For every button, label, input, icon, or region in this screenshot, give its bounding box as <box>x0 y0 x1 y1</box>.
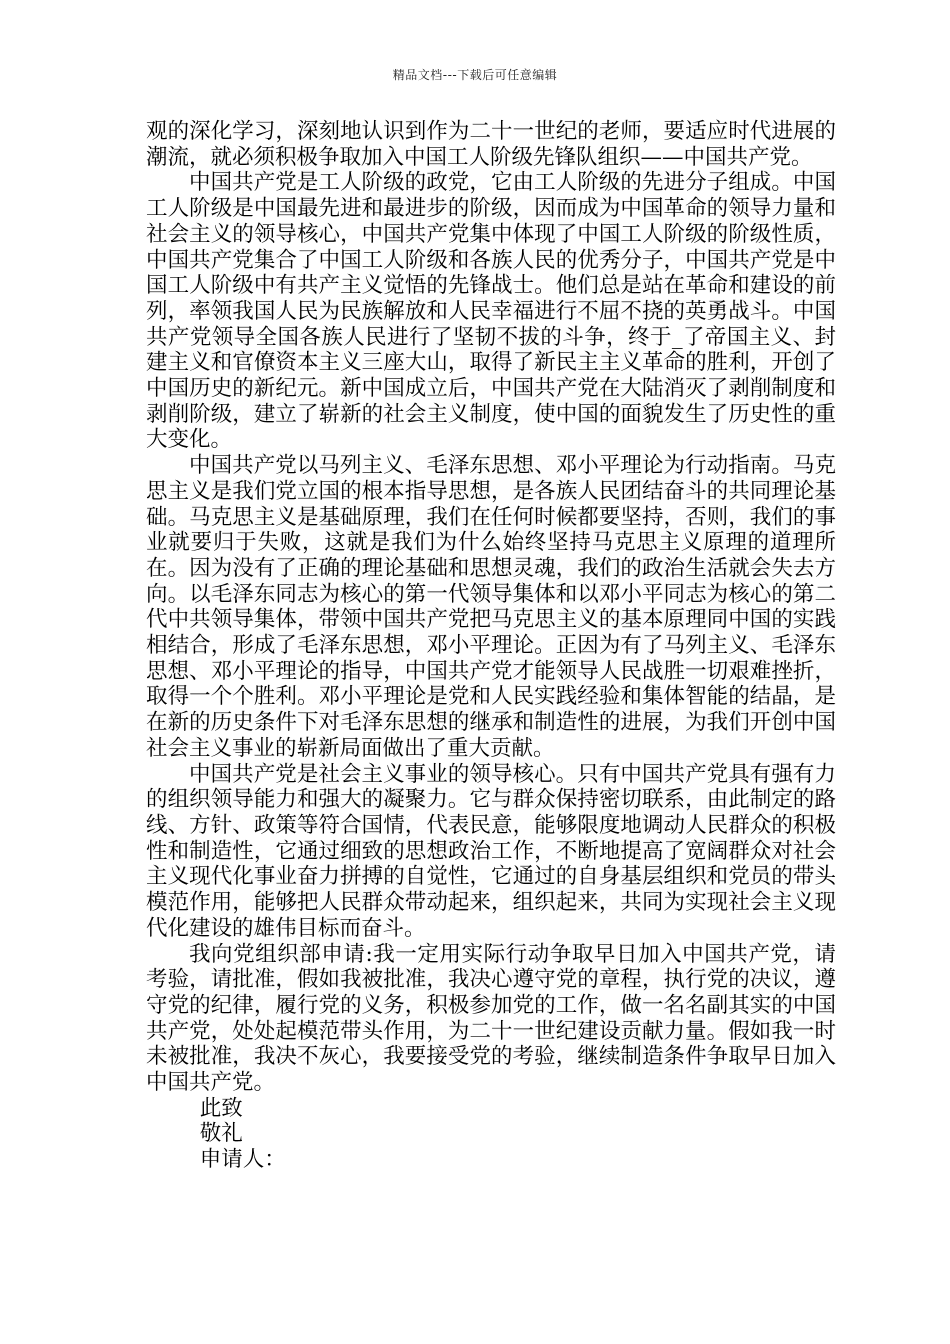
paragraph-party-nature: 中国共产党是工人阶级的政党，它由工人阶级的先进分子组成。中国工人阶级是中国最先进和最进步的阶级，因而成为中国革命的领导力量和社会主义的领导核心，中国共产党集中体现了中国工人阶级的阶级性质，中国共产党集合了中国工人阶级和各族人民的优秀分子，中国共产党是中国工人阶级中有共产主义觉悟的先锋战士。他们总是站在革命和建设的前列，率领我国人民为民族解放和人民幸福进行不屈不挠的英勇战斗。中国共产党领导全国各族人民进行了坚韧不拔的斗争，终于_了帝国主义、封建主义和官僚资本主义三座大山，取得了新民主主义革命的胜利，开创了中国历史的新纪元。新中国成立后，中国共产党在大陆消灭了剥削制度和剥削阶级，建立了崭新的社会主义制度，使中国的面貌发生了历史性的重大变化。 <box>146 170 836 453</box>
paragraph-continuation: 观的深化学习，深刻地认识到作为二十一世纪的老师，要适应时代进展的潮流，就必须积极争取加入中国工人阶级先锋队组织——中国共产党。 <box>146 119 836 170</box>
applicant-signature-label: 申请人： <box>199 1147 286 1173</box>
page-header: 精品文档---下载后可任意编辑 <box>392 68 558 82</box>
document-body <box>146 119 836 1173</box>
closing-salutation: 此致 <box>199 1095 243 1121</box>
closing-regards: 敬礼 <box>199 1121 243 1147</box>
paragraph-guiding-theory: 中国共产党以马列主义、毛泽东思想、邓小平理论为行动指南。马克思主义是我们党立国的根本指导思想，是各族人民团结奋斗的共同理论基础。马克思主义是基础原理，我们在任何时候都要坚持，否则，我们的事业就要归于失败，这就是我们为什么始终坚持马克思主义原理的道理所在。因为没有了正确的理论基础和思想灵魂，我们的政治生活就会失去方向。以毛泽东同志为核心的第一代领导集体和以邓小平同志为核心的第二代中共领导集体，带领中国共产党把马克思主义的基本原理同中国的实践相结合，形成了毛泽东思想，邓小平理论。正因为有了马列主义、毛泽东思想、邓小平理论的指导，中国共产党才能领导人民战胜一切艰难挫折，取得一个个胜利。邓小平理论是党和人民实践经验和集体智能的结晶，是在新的历史条件下对毛泽东思想的继承和制造性的进展，为我们开创中国社会主义事业的崭新局面做出了重大贡献。 <box>146 453 836 761</box>
paragraph-application: 我向党组织部申请:我一定用实际行动争取早日加入中国共产党，请考验，请批准，假如我被批准，我决心遵守党的章程，执行党的决议，遵守党的纪律，履行党的义务，积极参加党的工作，做一名名副其实的中国共产党，处处起模范带头作用，为二十一世纪建设贡献力量。假如我一时未被批准，我决不灰心，我要接受党的考验，继续制造条件争取早日加入中国共产党。 <box>146 941 836 1096</box>
paragraph-leadership-core: 中国共产党是社会主义事业的领导核心。只有中国共产党具有强有力的组织领导能力和强大的凝聚力。它与群众保持密切联系，由此制定的路线、方针、政策等符合国情，代表民意，能够限度地调动人民群众的积极性和制造性，它通过细致的思想政治工作，不断地提高了宽阔群众对社会主义现代化事业奋力拼搏的自觉性，它通过的自身基层组织和党员的带头模范作用，能够把人民群众带动起来，组织起来，共同为实现社会主义现代化建设的雄伟目标而奋斗。 <box>146 761 836 941</box>
